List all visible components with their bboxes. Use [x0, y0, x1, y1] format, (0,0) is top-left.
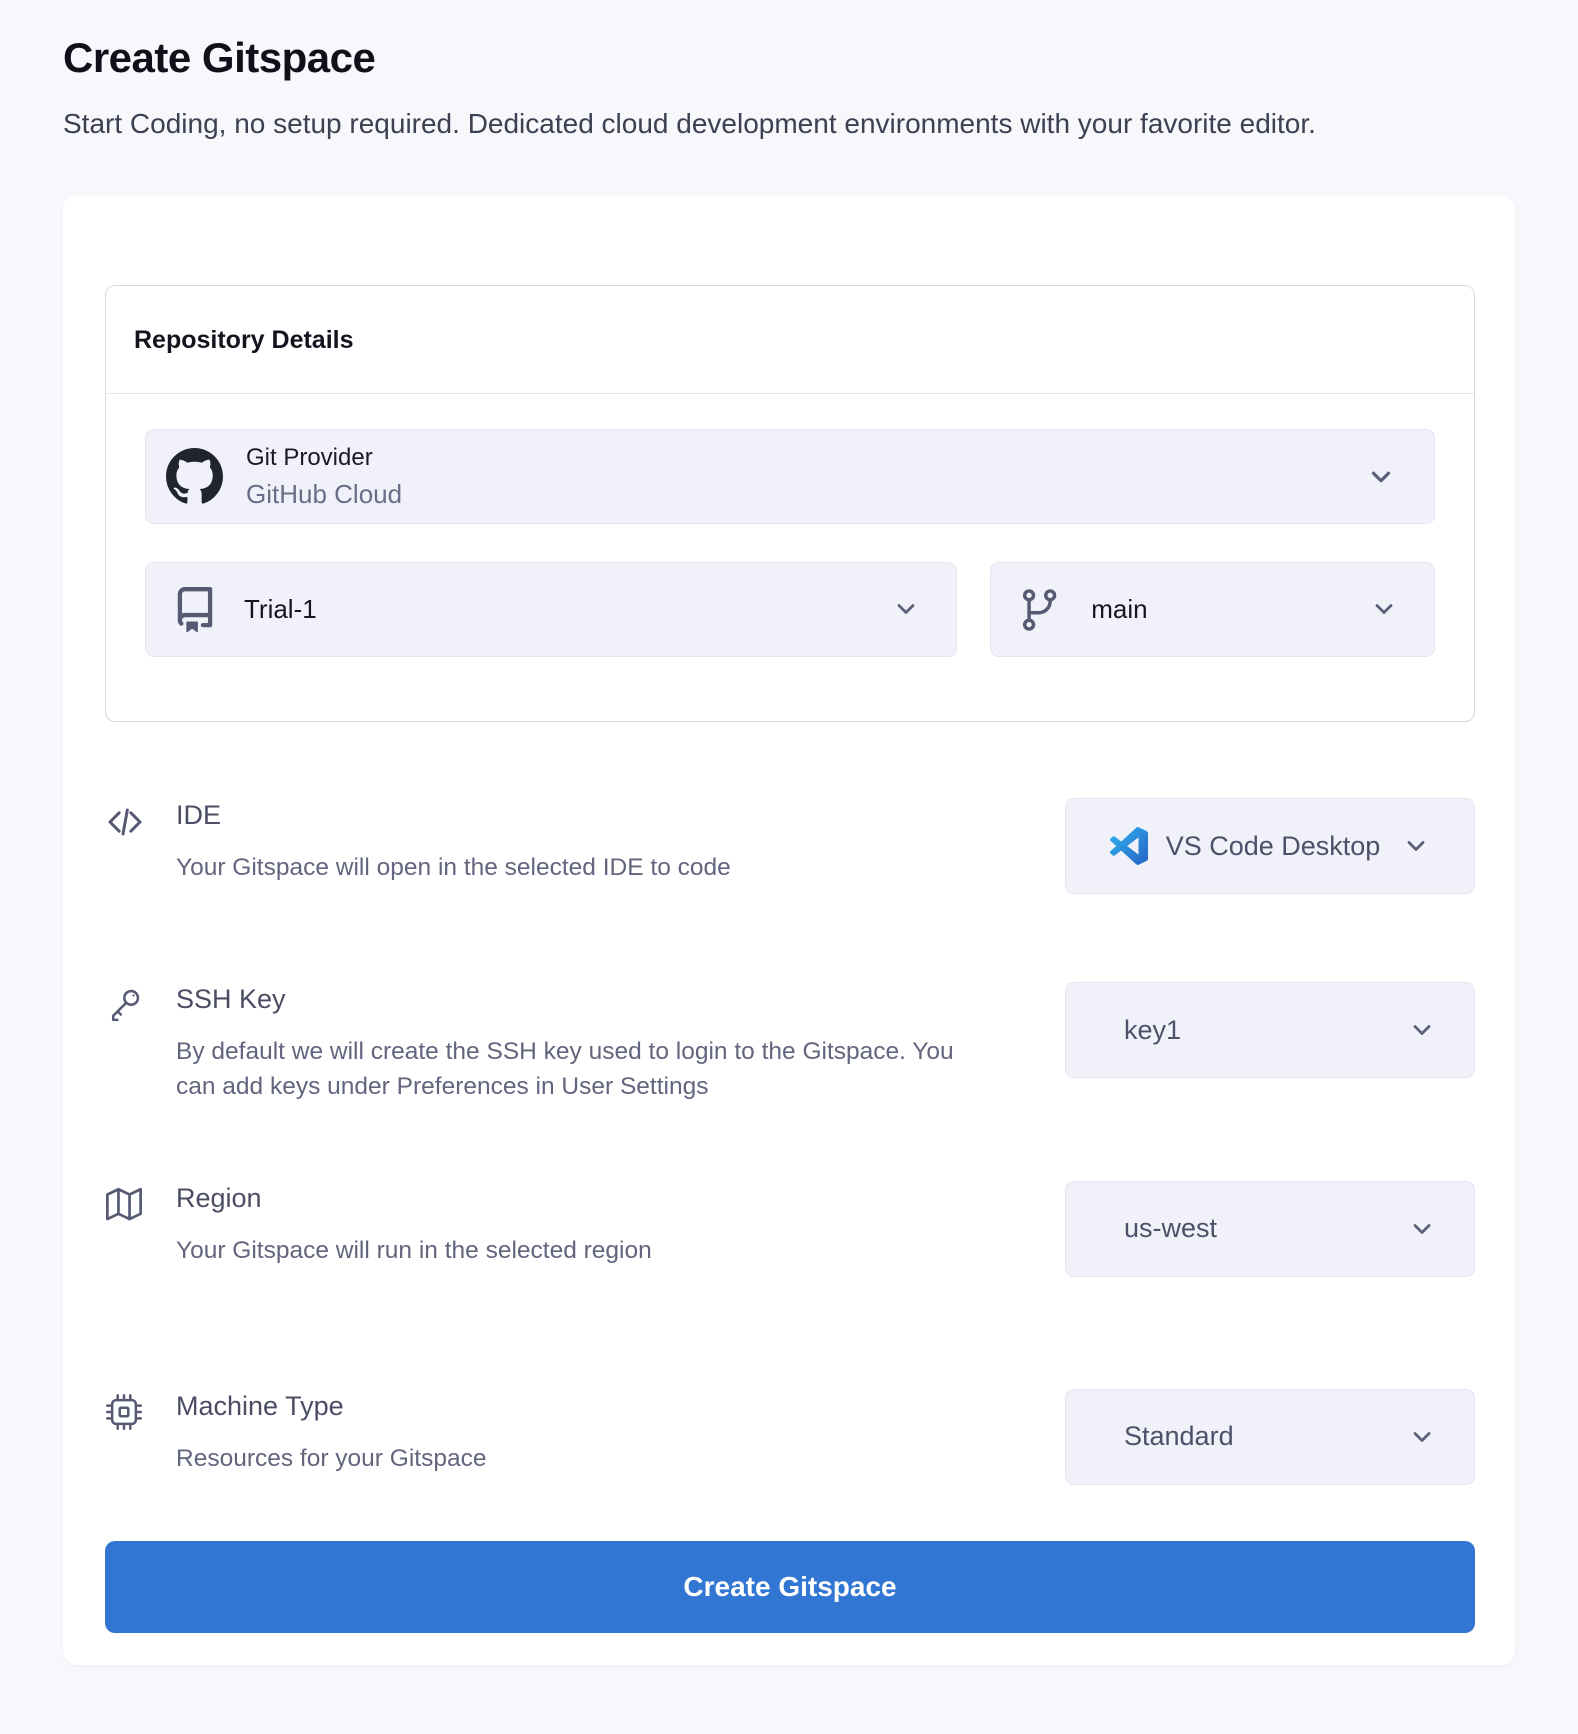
- chip-icon: [105, 1393, 145, 1433]
- ssh-key-description: By default we will create the SSH key used to login to the Gitspace. You can add keys under Preferences in User Settings: [176, 1038, 954, 1101]
- create-gitspace-form-panel: [63, 195, 1515, 1665]
- github-icon: [166, 448, 223, 505]
- ide-title: IDE: [176, 800, 222, 831]
- machine-type-title: Machine Type: [176, 1390, 344, 1421]
- ide-setting-row: [105, 798, 1475, 894]
- ide-description: Your Gitspace will open in the selected IDE to code: [176, 854, 731, 882]
- ide-value: VS Code Desktop: [1165, 830, 1381, 861]
- repository-value: Trial-1: [244, 594, 317, 625]
- branch-value: main: [1091, 594, 1148, 625]
- repository-details-heading: Repository Details: [106, 286, 1474, 394]
- repository-details-body: [106, 394, 1474, 721]
- repository-details-card: [105, 285, 1475, 722]
- machine-type-value: Standard: [1124, 1421, 1234, 1452]
- machine-type-description: Resources for your Gitspace: [176, 1444, 487, 1472]
- chevron-down-icon: [1366, 462, 1396, 492]
- key-icon: [105, 986, 145, 1026]
- chevron-down-icon: [1408, 1423, 1436, 1451]
- git-provider-select[interactable]: [145, 429, 1435, 524]
- code-icon: [105, 802, 145, 842]
- ssh-key-setting-row: [105, 982, 1475, 1105]
- region-title: Region: [176, 1182, 262, 1213]
- repo-icon: [172, 586, 218, 634]
- chevron-down-icon: [1370, 595, 1400, 625]
- git-provider-value: GitHub Cloud: [246, 478, 403, 509]
- branch-select[interactable]: [990, 562, 1435, 657]
- page-subtitle: Start Coding, no setup required. Dedicated cloud development environments with your favorite editor.: [63, 108, 1316, 139]
- git-branch-icon: [1019, 586, 1065, 634]
- machine-type-setting-row: [105, 1389, 1475, 1485]
- ide-select[interactable]: [1065, 798, 1475, 894]
- vscode-icon: [1110, 827, 1148, 865]
- chevron-down-icon: [892, 595, 922, 625]
- region-description: Your Gitspace will run in the selected region: [176, 1236, 652, 1264]
- repository-select[interactable]: [145, 562, 957, 657]
- create-gitspace-button[interactable]: Create Gitspace: [105, 1541, 1475, 1633]
- chevron-down-icon: [1408, 1016, 1436, 1044]
- chevron-down-icon: [1408, 1215, 1436, 1243]
- page-title: Create Gitspace: [63, 34, 376, 81]
- map-icon: [105, 1185, 145, 1225]
- machine-type-select[interactable]: [1065, 1389, 1475, 1485]
- region-setting-row: [105, 1181, 1475, 1277]
- region-select[interactable]: [1065, 1181, 1475, 1277]
- chevron-down-icon: [1402, 832, 1430, 860]
- ssh-key-value: key1: [1124, 1014, 1182, 1045]
- region-value: us-west: [1124, 1213, 1218, 1244]
- repository-branch-row: [145, 562, 1435, 657]
- ssh-key-select[interactable]: [1065, 982, 1475, 1078]
- git-provider-label: Git Provider: [246, 443, 373, 471]
- ssh-key-title: SSH Key: [176, 984, 286, 1015]
